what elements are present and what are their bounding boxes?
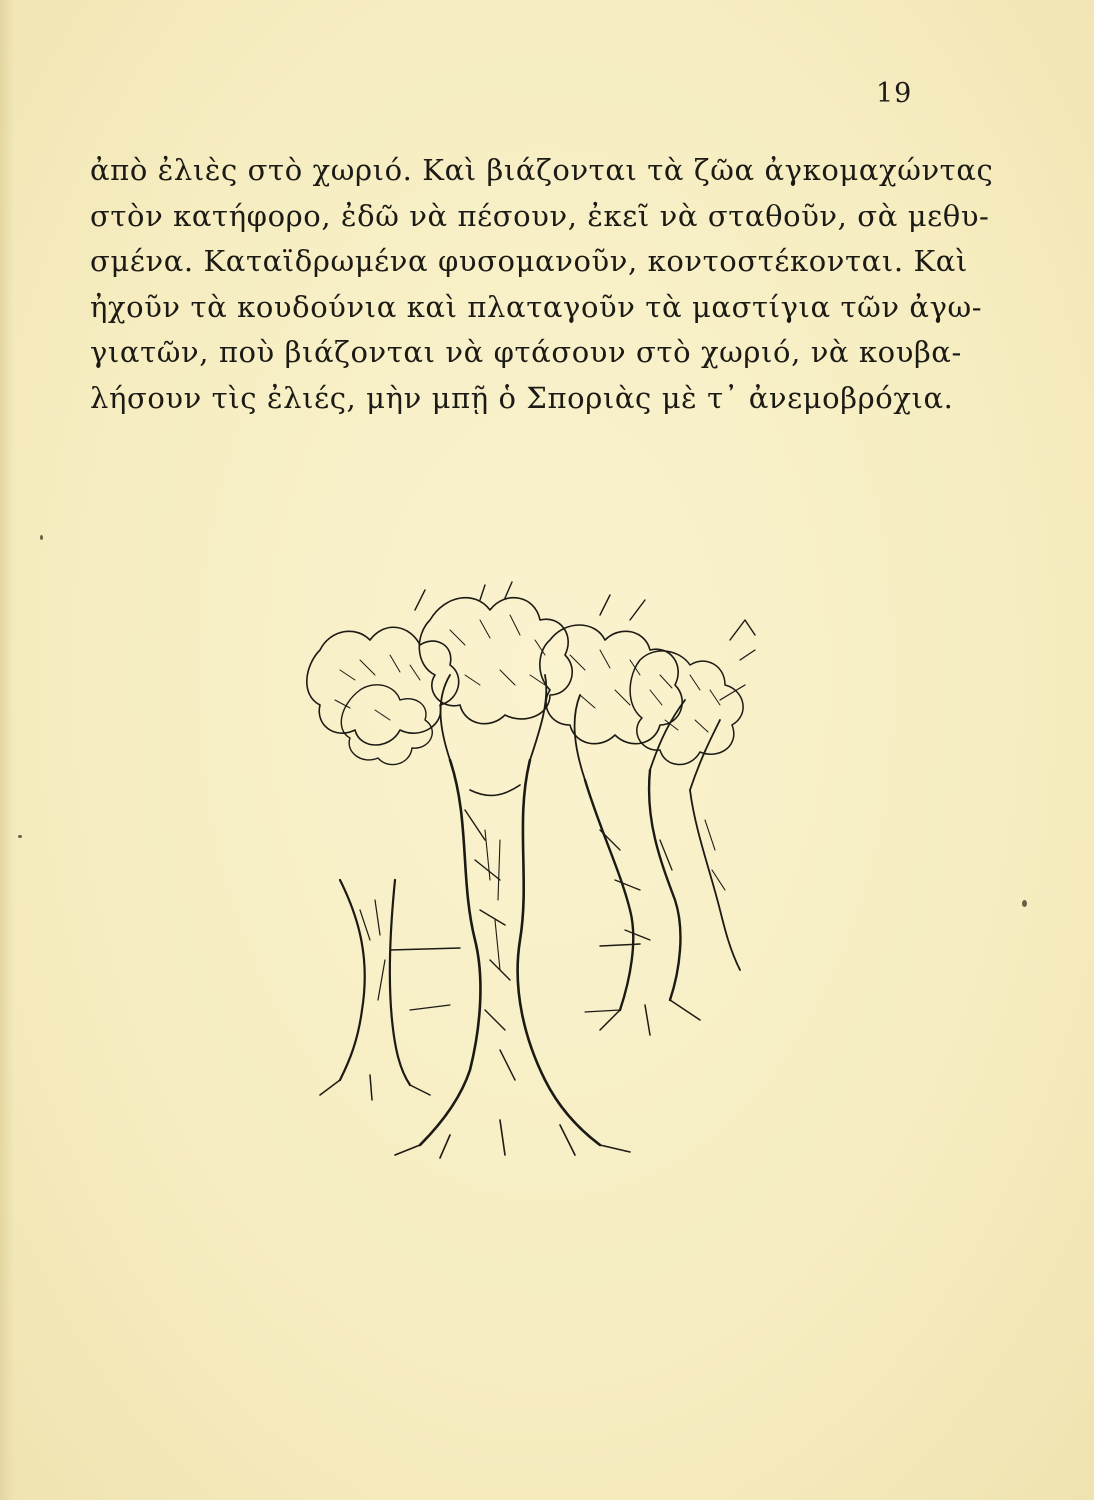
page-edge-shadow (0, 0, 14, 1500)
paper-speck (1022, 900, 1027, 907)
paper-speck (18, 835, 22, 838)
text-line: στὸν κατήφορο, ἐδῶ νὰ πέσουν, ἐκεῖ νὰ σταθοῦν, σὰ μεθυ- (90, 198, 990, 233)
text-line: σμένα. Καταϊδρωμένα φυσομανοῦν, κοντοστέκονται. Καὶ (90, 244, 968, 278)
olive-trees-illustration (300, 580, 770, 1160)
paper-speck (40, 535, 43, 540)
text-line: γιατῶν, ποὺ βιάζονται νὰ φτάσουν στὸ χωριό, νὰ κουβα- (90, 335, 962, 369)
page-number: 19 (876, 78, 913, 109)
text-line: λήσουν τὶς ἐλιές, μὴν μπῇ ὁ Σποριὰς μὲ τ᾽ ἀνεμοβρόχια. (90, 380, 954, 415)
text-line: ἀπὸ ἐλιὲς στὸ χωριό. Καὶ βιάζονται τὰ ζῶα ἀγκομαχώντας (90, 153, 994, 187)
body-text (90, 148, 994, 421)
text-line: ἠχοῦν τὰ κουδούνια καὶ πλαταγοῦν τὰ μαστίγια τῶν ἀγω- (90, 289, 983, 324)
